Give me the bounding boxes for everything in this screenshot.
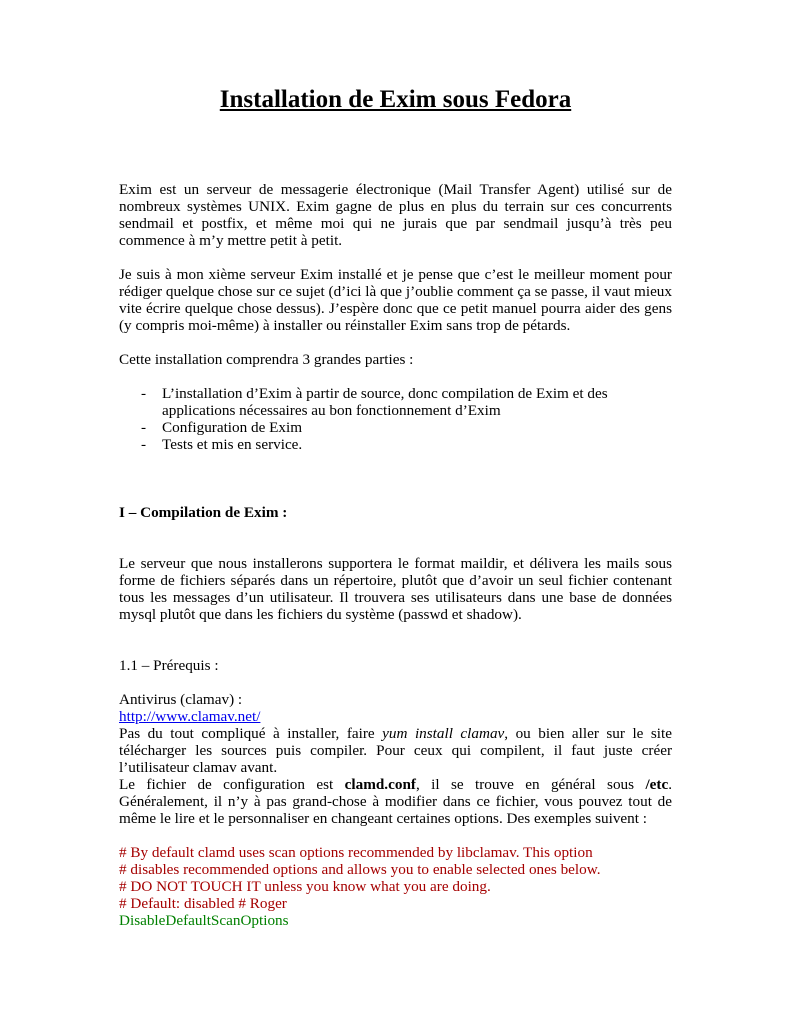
install-text-after: , ou bien aller sur le site télécharger les sources puis compiler. Pour ceux qui compilent, il faut juste créer l’utilisateur clamav avant. (119, 725, 672, 776)
section-paragraph: Le serveur que nous installerons supportera le format maildir, et délivera les mails sous forme de fichiers séparés dans un répertoire, plutôt que d’avoir un seul fichier contenant tous les messages d’un utilisateur. Il trouvera ses utilisateurs dans une base de données mysql plutôt que dans les fichiers du système (passwd et shadow). (119, 555, 672, 623)
clamav-link[interactable]: http://www.clamav.net/ (119, 708, 261, 725)
intro-paragraph-2: Je suis à mon xième serveur Exim installé et je pense que c’est le meilleur moment pour rédiger quelque chose sur ce sujet (d’ici là que j’oublie comment ça se passe, il vaut mieux vite écrire quelque chose dessus). J’espère donc que ce petit manuel pourra aider des gens (y compris moi-même) à installer ou réinstaller Exim sans trop de pétards. (119, 266, 672, 334)
intro-paragraph-1: Exim est un serveur de messagerie électronique (Mail Transfer Agent) utilisé sur de nombreux systèmes UNIX. Exim gagne de plus en plus du terrain sur ces concurrents sendmail et postfix, et même moi qui ne jurais que par sendmail jusqu’à très peu commence à m’y mettre petit à petit. (119, 181, 672, 249)
list-item-text: L’installation d’Exim à partir de source, donc compilation de Exim et des applications nécessaires au bon fonctionnement d’Exim (162, 385, 608, 419)
list-item (119, 436, 672, 453)
section-heading: I – Compilation de Exim : (119, 504, 288, 521)
config-text-3: . Généralement, il n’y à pas grand-chose à modifier dans ce fichier, vous pouvez tout de même le lire et le personnaliser en changeant certaines options. Des exemples suivent : (119, 776, 673, 827)
clamav-link-line (119, 708, 672, 725)
subsection-heading: 1.1 – Prérequis : (119, 657, 219, 674)
config-example-block (119, 844, 672, 929)
dash-bullet: - (141, 385, 147, 402)
code-comment-line: # DO NOT TOUCH IT unless you know what you are doing. (119, 878, 491, 895)
dash-bullet: - (141, 419, 147, 436)
code-option-line: DisableDefaultScanOptions (119, 912, 289, 929)
config-paragraph (119, 776, 672, 827)
code-comment-line: # Default: disabled # Roger (119, 895, 287, 912)
document-title: Installation de Exim sous Fedora (219, 86, 572, 113)
config-text-2: , il se trouve en général sous (415, 776, 646, 793)
list-item (119, 419, 672, 436)
config-dir-name: /etc (645, 776, 669, 793)
parts-list (119, 385, 672, 453)
code-comment-line: # By default clamd uses scan options recommended by libclamav. This option (119, 844, 593, 861)
list-item-text: Configuration de Exim (162, 419, 303, 436)
config-file-name: clamd.conf (344, 776, 416, 793)
document-body (119, 181, 672, 929)
install-paragraph (119, 725, 672, 776)
dash-bullet: - (141, 436, 147, 453)
code-comment-line: # disables recommended options and allows you to enable selected ones below. (119, 861, 601, 878)
list-item (119, 385, 672, 419)
intro-paragraph-3: Cette installation comprendra 3 grandes parties : (119, 351, 414, 368)
config-text-1: Le fichier de configuration est (119, 776, 345, 793)
install-text-before: Pas du tout compliqué à installer, faire (119, 725, 383, 742)
antivirus-label: Antivirus (clamav) : (119, 691, 243, 708)
install-command: yum install clamav (382, 725, 505, 742)
list-item-text: Tests et mis en service. (162, 436, 303, 453)
